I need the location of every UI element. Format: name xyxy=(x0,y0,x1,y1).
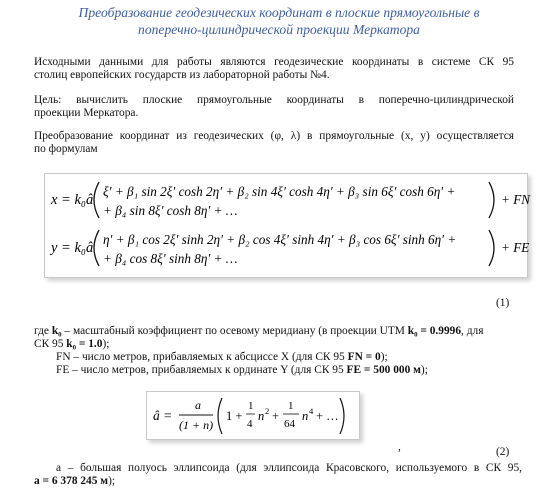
semi-axis-value: a = 6 378 245 м xyxy=(34,475,109,487)
k0-description: – масштабный коэффициент по осевому меридиану (в проекции UTM xyxy=(61,325,408,337)
formula-1-x-lparen xyxy=(94,182,99,218)
equation-2-number: (2) xyxy=(496,446,510,458)
formula-1-y-tail: + FE xyxy=(501,240,530,255)
formula-2-frac1-num: 1 xyxy=(248,400,254,412)
formula-2-svg xyxy=(147,392,359,439)
goal-line-2: проекции Меркатора. xyxy=(34,107,139,119)
formula-2-box xyxy=(146,391,360,440)
k0-ck95-pre: СК 95 xyxy=(34,338,67,350)
formula-2-n4-exp: 4 xyxy=(309,406,314,416)
goal-line-1: Цель: вычислить плоские прямоугольные координаты в поперечно-цилиндрической xyxy=(34,94,514,106)
fn-post: ); xyxy=(380,351,388,363)
fn-value: FN = 0 xyxy=(347,351,381,363)
formula-2-lparen xyxy=(218,398,222,434)
formula-2-denominator: (1 + n) xyxy=(179,418,214,432)
formula-1-box xyxy=(44,173,531,278)
formula-2-n4: n xyxy=(302,409,309,423)
k0-ck95-value: k₀ = 1.0 xyxy=(66,338,103,350)
title-line-2: поперечно-цилиндрической проекции Меркатора xyxy=(138,21,420,37)
fe-description: FE – число метров, прибавляемых к ординате Y (для СК 95 xyxy=(56,364,347,376)
formula-1-x-lhs: x = k₀â xyxy=(51,192,94,208)
fe-post: ); xyxy=(420,364,428,376)
fe-definition xyxy=(56,364,526,377)
formula-2-frac1-den: 4 xyxy=(247,418,253,430)
formula-2-one: 1 + xyxy=(226,409,243,423)
k0-definition-line-1 xyxy=(34,325,524,338)
transform-line-2: по формулам xyxy=(34,143,98,155)
formula-2-lhs: â = xyxy=(153,408,173,423)
semi-axis-line-2 xyxy=(34,475,524,488)
formula-2-plus: + xyxy=(272,409,280,423)
k0-utm-value: k₀ = 0.9996 xyxy=(407,325,462,337)
formula-1-y-lparen xyxy=(94,230,99,266)
semi-axis-post: ); xyxy=(108,475,116,487)
formula-2-frac2-den: 64 xyxy=(284,418,295,430)
formula-2-rparen xyxy=(340,398,344,434)
page-title xyxy=(0,5,558,38)
fe-value: FE = 500 000 м xyxy=(346,364,421,376)
formula-1-y-lhs: y = k₀â xyxy=(51,240,94,256)
fn-description: FN – число метров, прибавляемых к абсциссе X (для СК 95 xyxy=(56,351,348,363)
k0-pre: где xyxy=(34,325,52,337)
k0-ck95-post: ); xyxy=(102,338,110,350)
formula-2-frac2-num: 1 xyxy=(288,400,294,412)
formula-1-y-row-1: η′ + β₁ cos 2ξ′ sinh 2η′ + β₂ cos 4ξ′ sinh 4η′ + β₃ cos 6ξ′ sinh 6η′ + xyxy=(103,232,457,247)
formula-1-y-rparen xyxy=(489,230,494,266)
formula-1-y-row-2: + β₄ cos 8ξ′ sinh 8η′ + … xyxy=(103,251,238,266)
equation-1-number: (1) xyxy=(496,297,510,309)
transform-line-1: Преобразование координат из геодезических (φ, λ) в прямоугольные (x, y) осуществляется xyxy=(34,130,514,142)
intro-line-1: Исходными данными для работы являются геодезические координаты в системе СК 95 xyxy=(34,56,514,68)
title-line-1: Преобразование геодезических координат в плоские прямоугольные в xyxy=(78,5,480,20)
intro-line-2: столиц европейских государств из лабораторной работы №4. xyxy=(34,69,330,81)
formula-1-x-rparen xyxy=(489,182,494,218)
formula-1-x-row-2: + β₄ sin 8ξ′ cosh 8η′ + … xyxy=(103,203,238,218)
k0-post: , для xyxy=(461,325,484,337)
formula-2-tail: + … xyxy=(316,409,339,423)
equation-2-comma: , xyxy=(398,441,401,453)
formula-2-n2: n xyxy=(258,409,265,423)
k0-definition-line-2 xyxy=(34,338,524,351)
fn-definition xyxy=(56,351,526,364)
formula-1-svg xyxy=(45,174,531,277)
formula-2-numerator: a xyxy=(195,398,201,412)
semi-axis-line-1: а – большая полуось эллипсоида (для эллипсоида Красовского, используемого в СК 95, xyxy=(56,462,522,474)
formula-1-x-tail: + FN xyxy=(501,192,531,207)
k0-symbol: k₀ xyxy=(51,325,62,337)
formula-2-n2-exp: 2 xyxy=(265,406,270,416)
formula-1-x-row-1: ξ′ + β₁ sin 2ξ′ cosh 2η′ + β₂ sin 4ξ′ cosh 4η′ + β₃ sin 6ξ′ cosh 6η′ + xyxy=(103,184,456,199)
